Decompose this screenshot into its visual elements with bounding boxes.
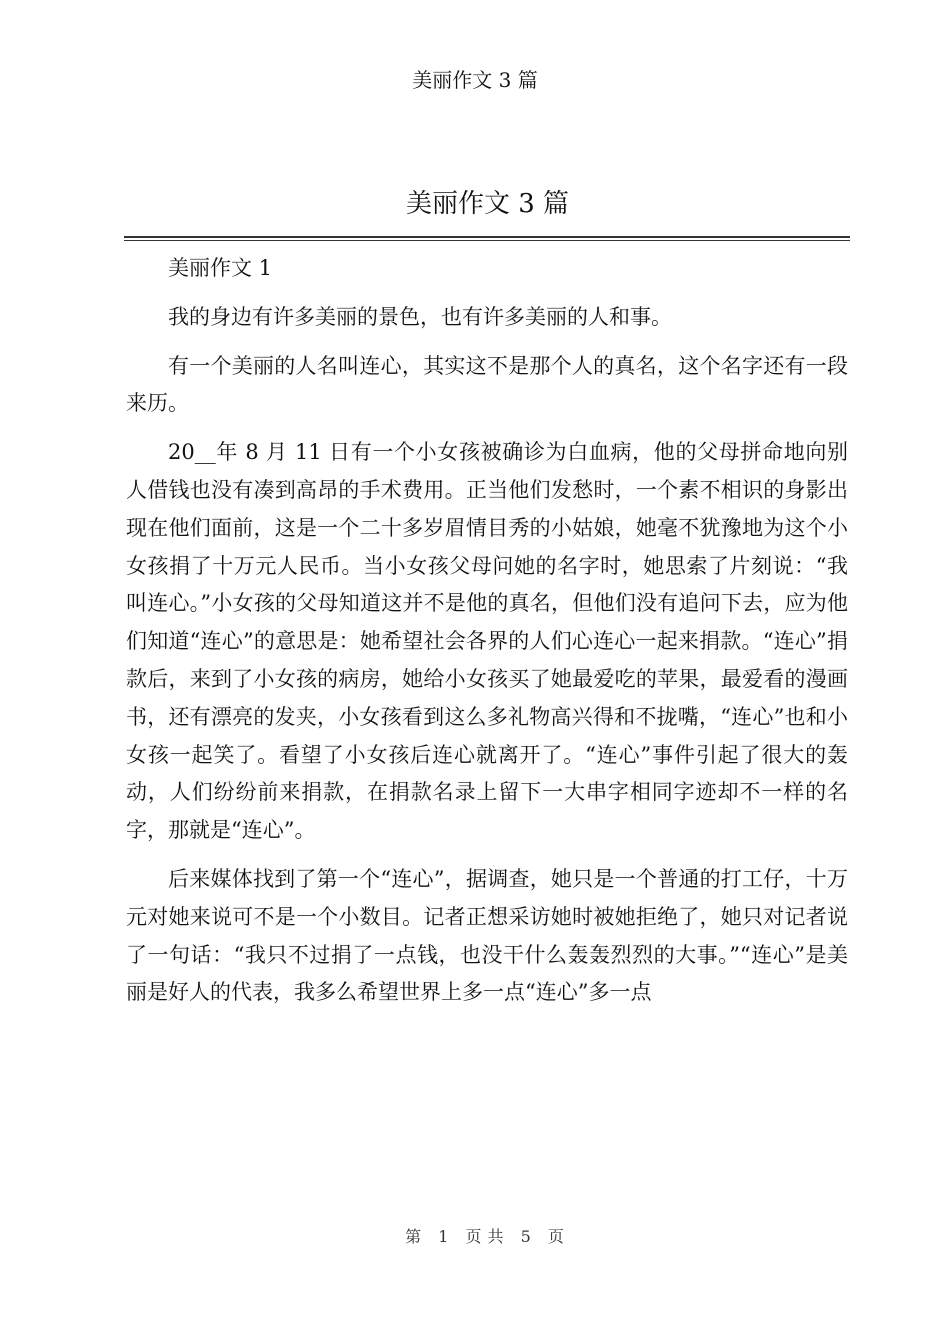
title-double-rule: [124, 236, 850, 241]
document-title: 美丽作文 3 篇: [405, 189, 570, 219]
section-heading: 美丽作文 1: [168, 256, 273, 280]
paragraph: 我的身边有许多美丽的景色，也有许多美丽的人和事。: [168, 304, 672, 329]
running-header-title: 美丽作文 3 篇: [412, 68, 538, 92]
paragraph: 20__年 8 月 11 日有一个小女孩被确诊为白血病，他的父母拼命地向别人借钱也没有凑到高昂的手术费用。正当他们发愁时，一个素不相识的身影出现在他们面前，这是一个二十多岁眉情目秀的小姑娘，她毫不犹豫地为这个小女孩捐了十万元人民币。当小女孩父母问她的名字时，她思索了片刻说：“我叫连心。”小女孩的父母知道这并不是他的真名，但他们没有追问下去，应为他们知道“连心”的意思是：她希望社会各界的人们心连心一起来捐款。“连心”捐款后，来到了小女孩的病房，她给小女孩买了她最爱吃的苹果，最爱看的漫画书，还有漂亮的发夹，小女孩看到这么多礼物高兴得和不拢嘴，“连心”也和小女孩一起笑了。看望了小女孩后连心就离开了。“连心”事件引起了很大的轰动，人们纷纷前来捐款，在捐款名录上留下一大串字相同字迹却不一样的名字，那就是“连心”。: [126, 440, 848, 843]
page-footer-page-number: 第 1 页共 5 页: [405, 1227, 570, 1246]
paragraph: 后来媒体找到了第一个“连心”，据调查，她只是一个普通的打工仔，十万元对她来说可不是一个小数目。记者正想采访她时被她拒绝了，她只对记者说了一句话：“我只不过捐了一点钱，也没干什么轰轰烈烈的大事。”“连心”是美丽是好人的代表，我多么希望世界上多一点“连心”多一点: [126, 866, 848, 1005]
document-body: [126, 250, 848, 1023]
paragraph: 有一个美丽的人名叫连心，其实这不是那个人的真名，这个名字还有一段来历。: [126, 353, 848, 416]
